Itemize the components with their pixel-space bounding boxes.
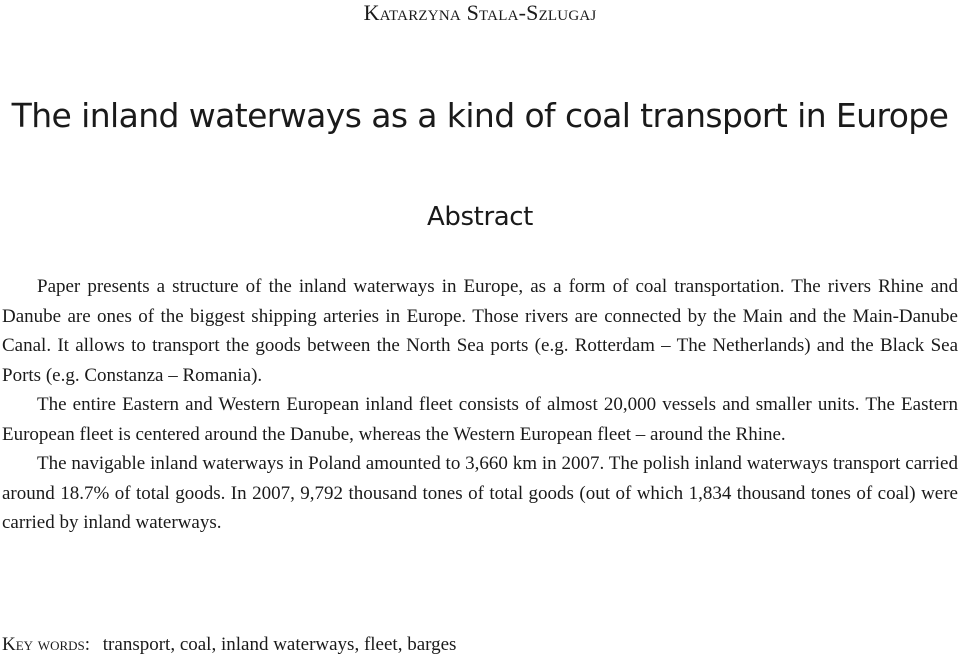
keywords-line <box>2 631 902 659</box>
keywords-label: Key words: <box>2 634 91 655</box>
abstract-body <box>2 272 958 538</box>
abstract-paragraph: Paper presents a structure of the inland waterways in Europe, as a form of coal transportation. The rivers Rhine and Danube are ones of the biggest shipping arteries in Europe. Those rivers are connected by the Main and the Main-Danube Canal. It allows to transport the goods between the North Sea ports (e.g. Rotterdam – The Netherlands) and the Black Sea Ports (e.g. Constanza – Romania). <box>2 276 958 386</box>
abstract-heading: Abstract <box>427 202 533 232</box>
abstract-paragraph: The navigable inland waterways in Poland amounted to 3,660 km in 2007. The polish inland waterways transport carried around 18.7% of total goods. In 2007, 9,792 thousand tones of total goods (out of which 1,834 thousand tones of coal) were carried by inland waterways. <box>2 453 958 533</box>
abstract-paragraph: The entire Eastern and Western European inland fleet consists of almost 20,000 vessels and smaller units. The Eastern European fleet is centered around the Danube, whereas the Western European fleet – around the Rhine. <box>2 394 958 445</box>
keywords-list: transport, coal, inland waterways, fleet, barges <box>102 634 457 655</box>
paper-title: The inland waterways as a kind of coal transport in Europe <box>11 96 949 135</box>
author-name: Katarzyna Stala-Szlugaj <box>363 0 597 25</box>
